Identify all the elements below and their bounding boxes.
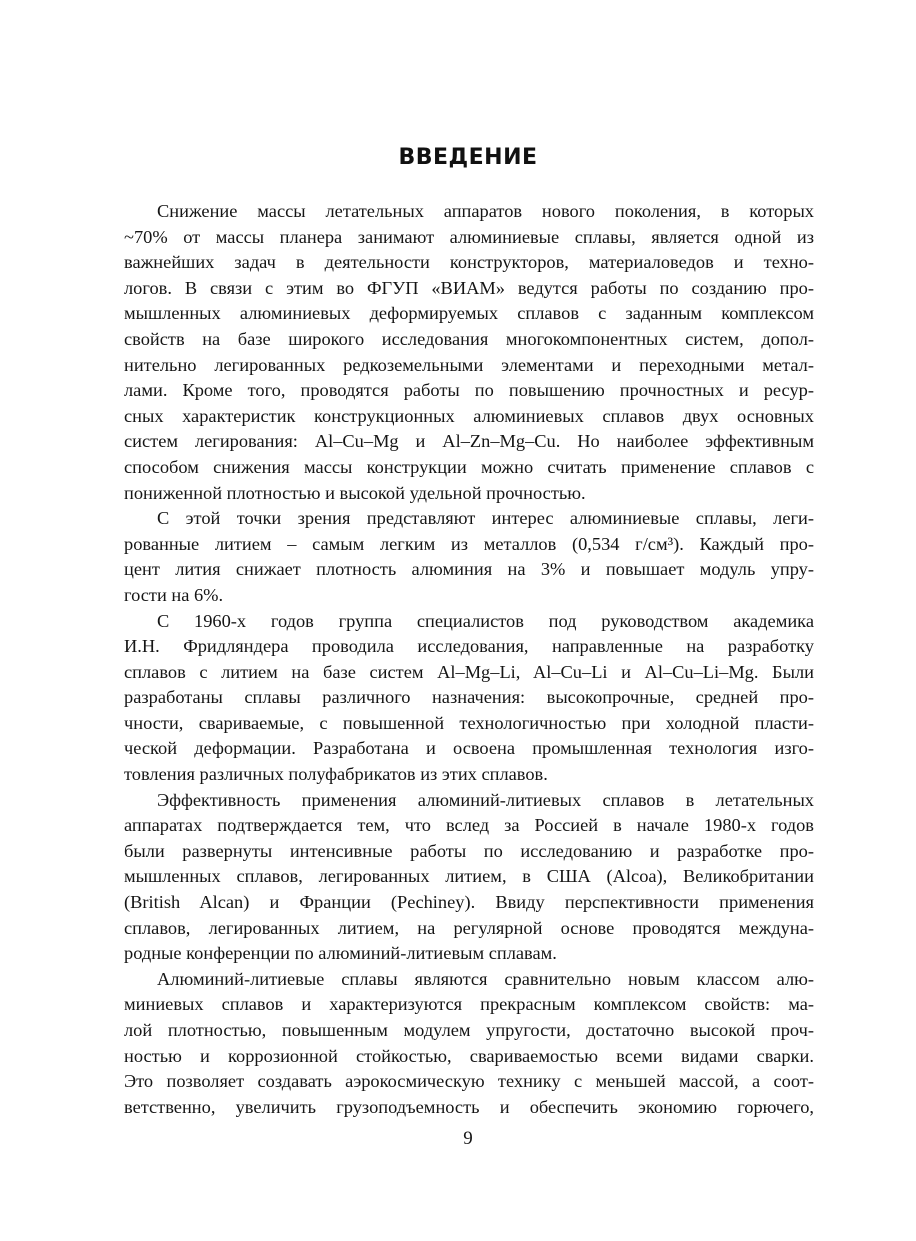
text-line: важнейших задач в деятельности конструкторов, материаловедов и техно- (124, 252, 814, 273)
text-line: лами. Кроме того, проводятся работы по повышению прочностных и ресур- (124, 380, 814, 401)
text-line: свойств на базе широкого исследования многокомпонентных систем, допол- (124, 328, 814, 349)
chapter-heading: ВВЕДЕНИЕ (398, 145, 538, 170)
text-line: аппаратах подтверждается тем, что вслед за Россией в начале 1980-х годов (124, 815, 814, 836)
text-line: ческой деформации. Разработана и освоена промышленная технология изго- (124, 738, 814, 759)
text-line: ~70% от массы планера занимают алюминиевые сплавы, является одной из (124, 226, 814, 247)
text-line: С этой точки зрения представляют интерес алюминиевые сплавы, леги- (157, 508, 814, 529)
text-line: мышленных алюминиевых деформируемых сплавов с заданным комплексом (124, 303, 814, 324)
text-line: Алюминий-литиевые сплавы являются сравнительно новым классом алю- (157, 968, 814, 989)
paragraph (124, 967, 814, 1121)
text-line: пониженной плотностью и высокой удельной прочностью. (124, 482, 586, 503)
text-line: цент лития снижает плотность алюминия на 3% и повышает модуль упру- (124, 559, 814, 580)
text-line: способом снижения массы конструкции можно считать применение сплавов с (124, 456, 814, 477)
text-line: Это позволяет создавать аэрокосмическую технику с меньшей массой, а соот- (124, 1071, 814, 1092)
text-line: Снижение массы летательных аппаратов нового поколения, в которых (157, 201, 814, 221)
text-line: миниевых сплавов и характеризуются прекрасным комплексом свойств: ма- (124, 994, 814, 1015)
text-line: гости на 6%. (124, 584, 224, 605)
text-line: ветственно, увеличить грузоподъемность и обеспечить экономию горючего, (124, 1096, 814, 1117)
text-line: товления различных полуфабрикатов из этих сплавов. (124, 764, 548, 785)
text-line: логов. В связи с этим во ФГУП «ВИАМ» ведутся работы по созданию про- (124, 277, 814, 298)
text-line: Эффективность применения алюминий-литиевых сплавов в летательных (157, 789, 814, 810)
paragraph (124, 506, 814, 608)
body-text (124, 199, 814, 1120)
text-line: были развернуты интенсивные работы по исследованию и разработке про- (124, 840, 814, 861)
paragraph (124, 199, 814, 506)
text-line: С 1960-х годов группа специалистов под руководством академика (157, 610, 814, 631)
text-line: сных характеристик конструкционных алюминиевых сплавов двух основных (124, 405, 814, 426)
text-line: (British Alcan) и Франции (Pechiney). Ввиду перспективности применения (124, 892, 814, 913)
text-line: И.Н. Фридляндера проводила исследования, направленные на разработку (124, 636, 814, 657)
text-line: чности, свариваемые, с повышенной технологичностью при холодной пласти- (124, 712, 814, 733)
text-line: лой плотностью, повышенным модулем упругости, достаточно высокой проч- (124, 1020, 814, 1040)
text-line: систем легирования: Al–Cu–Mg и Al–Zn–Mg–Cu. Но наиболее эффективным (124, 431, 814, 452)
text-line: родные конференции по алюминий-литиевым сплавам. (124, 943, 557, 964)
text-line: сплавов с литием на базе систем Al–Mg–Li, Al–Cu–Li и Al–Cu–Li–Mg. Были (124, 661, 814, 682)
text-line: мышленных сплавов, легированных литием, в США (Alcoa), Великобритании (124, 866, 814, 887)
text-line: нительно легированных редкоземельными элементами и переходными метал- (124, 354, 814, 375)
text-line: разработаны сплавы различного назначения: высокопрочные, средней про- (124, 687, 814, 708)
page-number: 9 (463, 1128, 473, 1149)
paragraph (124, 609, 814, 788)
text-line: ностью и коррозионной стойкостью, свариваемостью всеми видами сварки. (124, 1045, 814, 1066)
text-line: рованные литием – самым легким из металлов (0,534 г/см³). Каждый про- (124, 533, 814, 554)
text-line: сплавов, легированных литием, на регулярной основе проводятся междуна- (124, 917, 814, 938)
paragraph (124, 788, 814, 967)
